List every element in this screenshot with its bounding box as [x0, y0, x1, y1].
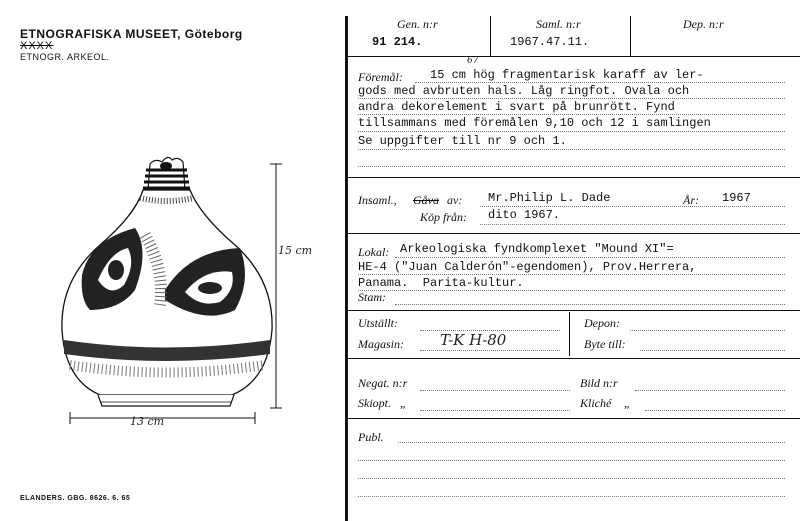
ar-label: År: [683, 193, 699, 207]
gava-struck: Gåva [413, 193, 439, 207]
vase-drawing [40, 140, 340, 440]
department-label: ETNOGR. ARKEOL. [20, 52, 110, 62]
skiopt-label: Skiopt. [358, 396, 391, 410]
lokal-line-3: Panama. Parita-kultur. [358, 276, 524, 290]
foremal-line-1: 15 cm hög fragmentarisk karaff av ler- [430, 68, 704, 82]
magasin-value: T-K H-80 [440, 331, 507, 349]
publ-label: Publ. [358, 430, 384, 444]
cliche-value: „ [624, 396, 631, 410]
foremal-line-5: Se uppgifter till nr 9 och 1. [358, 134, 567, 148]
magasin-label: Magasin: [358, 337, 404, 351]
struck-text: XXXX [20, 40, 54, 52]
width-note: 13 cm [130, 415, 165, 428]
skiopt-value: „ [400, 396, 407, 410]
utstallt-label: Utställt: [358, 316, 399, 330]
saml-label: Saml. n:r [536, 17, 581, 31]
gen-number: 91 214. [372, 35, 423, 49]
foremal-line-2: gods med avbruten hals. Låg ringfot. Ovala och [358, 84, 690, 98]
collector-name: Mr.Philip L. Dade [488, 191, 611, 205]
saml-number: 1967.47.11. [510, 35, 590, 49]
av-label: av: [447, 193, 463, 207]
height-note: 15 cm [278, 244, 313, 257]
foremal-label: Föremål: [358, 70, 403, 84]
depon-label: Depon: [584, 316, 620, 330]
negat-label: Negat. n:r [358, 376, 408, 390]
foremal-line-3: andra dekorelement i svart på brunrött. Fynd [358, 100, 675, 114]
foremal-line-4: tillsammans med föremålen 9,10 och 12 i samlingen [358, 116, 711, 130]
year-value: 1967 [722, 191, 751, 205]
cliche-label: Kliché [580, 396, 612, 410]
lokal-label: Lokal: [358, 245, 390, 259]
lokal-line-2: HE-4 ("Juan Calderón"-egendomen), Prov.Herrera, [358, 260, 697, 274]
museum-name: ETNOGRAFISKA MUSEET, Göteborg [20, 27, 243, 41]
foremal-superscript: 67 [467, 56, 479, 66]
kop-label: Köp från: [420, 210, 468, 224]
printer-mark: ELANDERS. GBG. 8626. 6. 65 [20, 495, 131, 502]
dep-label: Dep. n:r [683, 17, 724, 31]
insaml-label: Insaml., [358, 193, 397, 207]
stam-label: Stam: [358, 290, 386, 304]
bild-label: Bild n:r [580, 376, 618, 390]
gen-label: Gen. n:r [397, 17, 438, 31]
kop-value: dito 1967. [488, 208, 561, 222]
lokal-line-1: Arkeologiska fyndkomplexet "Mound XI"= [400, 242, 674, 256]
byte-label: Byte till: [584, 337, 626, 351]
